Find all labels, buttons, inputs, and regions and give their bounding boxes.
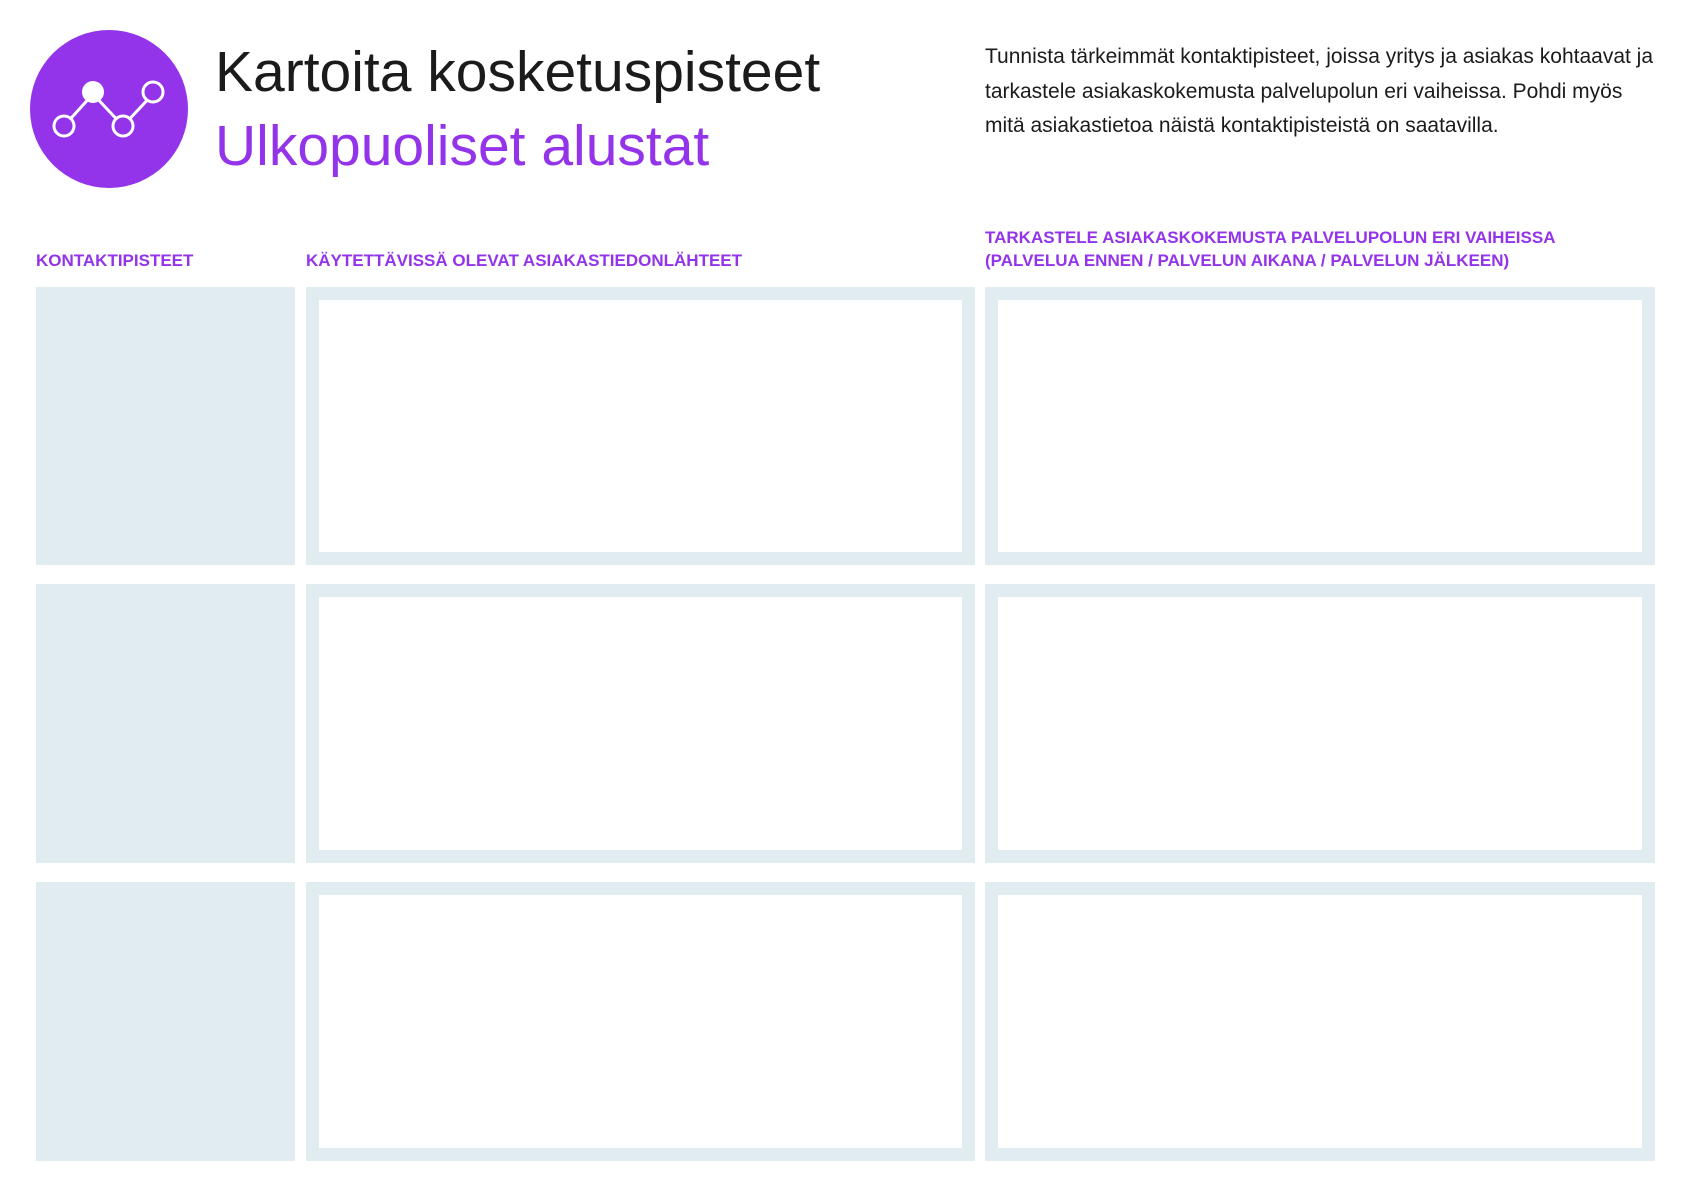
experience-cell[interactable] [985,882,1655,1161]
page-subtitle: Ulkopuoliset alustat [215,114,710,178]
column-header-experience-line1: TARKASTELE ASIAKASKOKEMUSTA PALVELUPOLUN ERI VAIHEISSA [985,228,1556,247]
experience-cell[interactable] [985,584,1655,863]
sources-cell[interactable] [306,584,975,863]
column-header-experience [985,226,1555,272]
sources-cell[interactable] [306,882,975,1161]
logo [30,30,188,188]
line-graph-icon [30,30,188,188]
column-header-touchpoints: KONTAKTIPISTEET [36,251,194,270]
touchpoint-cell[interactable] [36,287,295,565]
touchpoint-cell[interactable] [36,584,295,863]
column-header-experience-line2: (PALVELUA ENNEN / PALVELUN AIKANA / PALVELUN JÄLKEEN) [985,251,1510,270]
sources-cell[interactable] [306,287,975,565]
page-title: Kartoita kosketuspisteet [215,40,821,104]
intro-text: Tunnista tärkeimmät kontaktipisteet, joissa yritys ja asiakas kohtaavat ja tarkastele asiakaskokemusta palvelupolun eri vaiheissa. Pohdi myös mitä asiakastietoa näistä kontaktipisteistä on saatavilla. [985,45,1654,137]
column-header-sources: KÄYTETTÄVISSÄ OLEVAT ASIAKASTIEDONLÄHTEET [306,251,743,270]
experience-cell[interactable] [985,287,1655,565]
touchpoint-cell[interactable] [36,882,295,1161]
